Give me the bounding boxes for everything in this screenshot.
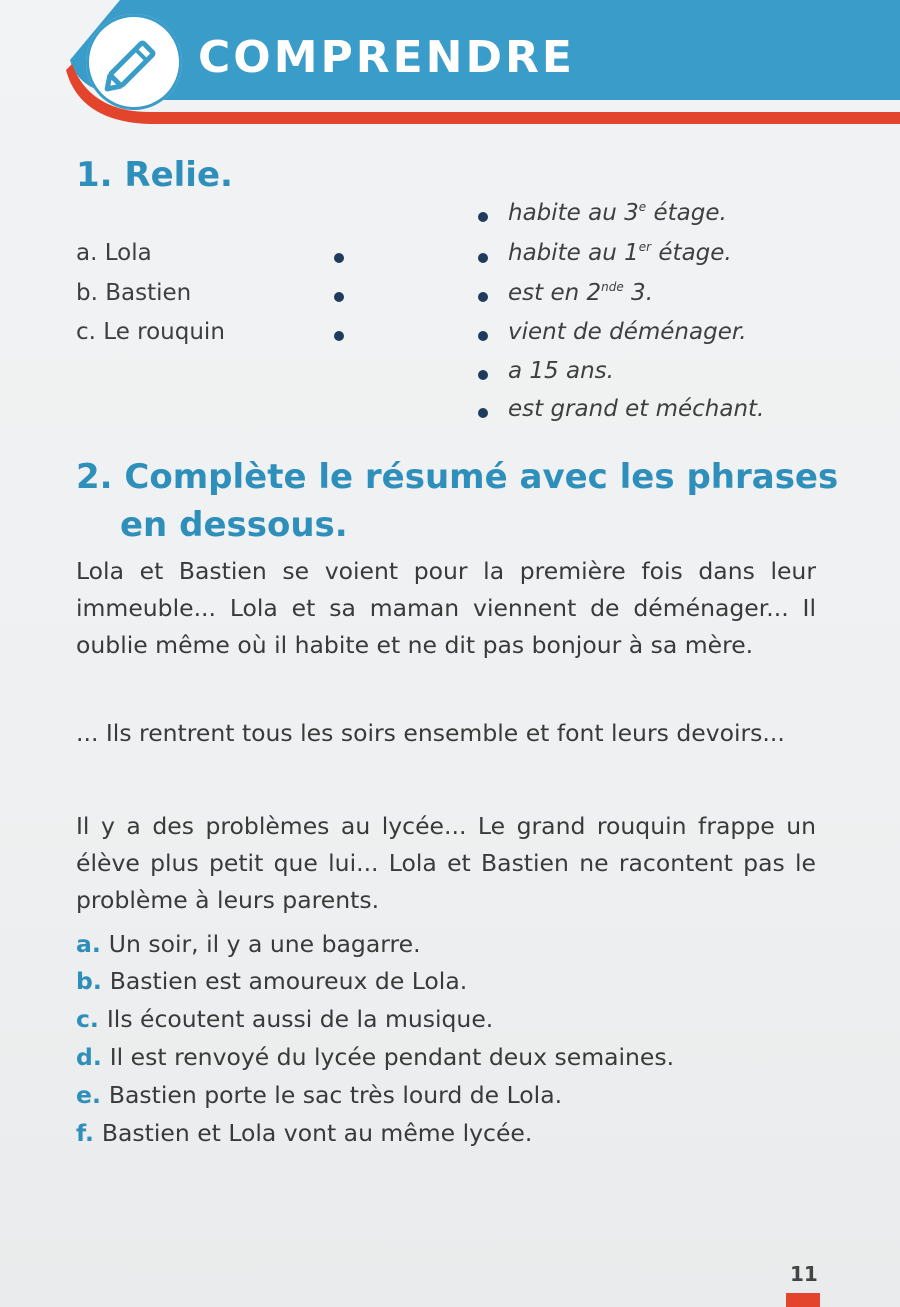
match-dot-left[interactable] bbox=[334, 253, 344, 263]
match-right-item: habite au 1er étage. bbox=[508, 240, 732, 266]
match-dot-right[interactable] bbox=[478, 292, 488, 302]
match-right-item: est grand et méchant. bbox=[508, 396, 765, 422]
match-right-item: vient de déménager. bbox=[508, 319, 747, 345]
match-right-item: a 15 ans. bbox=[508, 358, 614, 384]
summary-paragraph: Il y a des problèmes au lycée... Le grand rouquin frappe un élève plus petit que lui... Lola et Bastien ne racontent pas le problème à leurs parents. bbox=[76, 812, 816, 914]
match-dot-right[interactable] bbox=[478, 212, 488, 222]
page-number: 11 bbox=[790, 1262, 818, 1286]
match-dot-right[interactable] bbox=[478, 408, 488, 418]
sentence-option: d. Il est renvoyé du lycée pendant deux semaines. bbox=[76, 1043, 675, 1071]
match-left-item: b. Bastien bbox=[76, 280, 192, 306]
match-left-item: c. Le rouquin bbox=[76, 319, 225, 345]
match-dot-right[interactable] bbox=[478, 331, 488, 341]
match-dot-left[interactable] bbox=[334, 292, 344, 302]
summary-paragraph: ... Ils rentrent tous les soirs ensemble et font leurs devoirs... bbox=[76, 719, 785, 747]
match-dot-right[interactable] bbox=[478, 370, 488, 380]
pencil-badge bbox=[86, 14, 182, 110]
exercise-1-title: 1. Relie. bbox=[76, 155, 233, 195]
pencil-icon bbox=[86, 14, 182, 110]
match-dot-left[interactable] bbox=[334, 331, 344, 341]
match-right-item: est en 2nde 3. bbox=[508, 280, 654, 306]
exercise-2-title: 2. Complète le résumé avec les phrases en dessous. bbox=[76, 457, 839, 545]
sentence-option: a. Un soir, il y a une bagarre. bbox=[76, 930, 421, 958]
sentence-option: c. Ils écoutent aussi de la musique. bbox=[76, 1005, 494, 1033]
match-right-item: habite au 3e étage. bbox=[508, 200, 727, 226]
match-left-item: a. Lola bbox=[76, 240, 152, 266]
sentence-option: f. Bastien et Lola vont au même lycée. bbox=[76, 1119, 533, 1147]
summary-paragraph: Lola et Bastien se voient pour la première fois dans leur immeuble... Lola et sa maman viennent de déménager... Il oublie même où il habite et ne dit pas bonjour à sa mère. bbox=[76, 557, 816, 659]
match-dot-right[interactable] bbox=[478, 253, 488, 263]
corner-tab bbox=[786, 1293, 820, 1307]
sentence-option: e. Bastien porte le sac très lourd de Lola. bbox=[76, 1081, 563, 1109]
page-title: COMPRENDRE bbox=[198, 32, 575, 83]
sentence-option: b. Bastien est amoureux de Lola. bbox=[76, 967, 468, 995]
section-banner bbox=[0, 0, 900, 130]
